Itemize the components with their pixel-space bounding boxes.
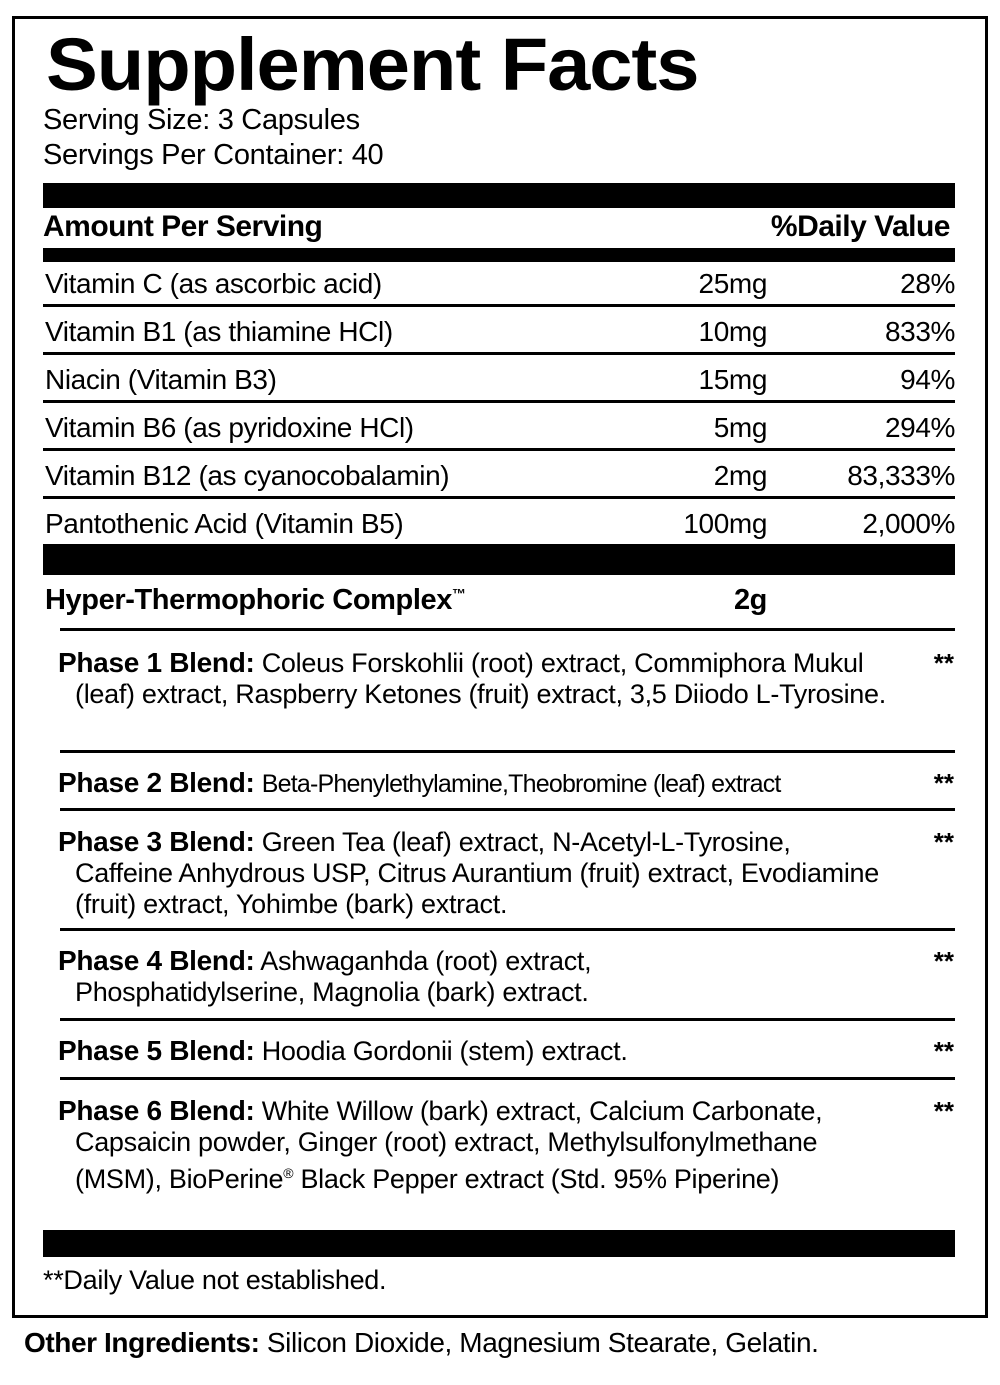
complex-name-wrap	[45, 584, 466, 617]
phase-text: Black Pepper extract (Std. 95% Piperine)	[293, 1164, 780, 1194]
nutrient-amount: 25mg	[698, 268, 767, 299]
nutrient-name: Vitamin B6 (as pyridoxine HCl)	[45, 412, 414, 443]
nutrient-dv: 28%	[900, 268, 955, 299]
nutrient-name: Pantothenic Acid (Vitamin B5)	[45, 508, 404, 539]
registered-mark: ®	[283, 1165, 294, 1181]
daily-value-header: %Daily Value	[770, 210, 950, 243]
phase-2-blend	[58, 767, 918, 800]
divider-bar	[43, 183, 955, 208]
complex-name: Hyper-Thermophoric Complex	[45, 584, 452, 616]
amount-per-serving-header: Amount Per Serving	[43, 210, 323, 243]
row-divider	[60, 750, 955, 753]
nutrient-row	[45, 358, 955, 406]
phase-text: Beta-Phenylethylamine,Theobromine (leaf) extract	[261, 770, 781, 798]
row-divider	[43, 352, 955, 355]
row-divider	[60, 808, 955, 811]
panel-title: Supplement Facts	[46, 23, 699, 106]
nutrient-dv: 833%	[884, 316, 955, 347]
row-divider	[43, 496, 955, 499]
row-divider	[43, 448, 955, 451]
phase-1-blend	[58, 647, 893, 710]
phase-mark: **	[933, 946, 954, 976]
phase-mark: **	[933, 648, 954, 678]
phase-text: Coleus Forskohlii (root) extract, Commiphora Mukul (leaf) extract, Raspberry Ketones (fruit) extract, 3,5 Diiodo L-Tyrosine.	[75, 648, 886, 709]
row-divider	[60, 628, 955, 631]
phase-text: Green Tea (leaf) extract, N-Acetyl-L-Tyrosine, Caffeine Anhydrous USP, Citrus Aurantium (fruit) extract, Evodiamine (fruit) extract, Yohimbe (bark) extract.	[75, 827, 879, 919]
row-divider	[43, 304, 955, 307]
row-divider	[60, 1077, 955, 1080]
serving-size: Serving Size: 3 Capsules	[43, 104, 360, 136]
nutrient-name: Vitamin C (as ascorbic acid)	[45, 268, 382, 299]
row-divider	[60, 928, 955, 931]
divider-bar	[43, 544, 955, 575]
phase-3-blend	[58, 826, 893, 920]
nutrient-row	[45, 310, 955, 358]
phase-label: Phase 6 Blend:	[58, 1095, 255, 1126]
phase-label: Phase 4 Blend:	[58, 945, 255, 976]
phase-mark: **	[933, 1096, 954, 1126]
phase-label: Phase 3 Blend:	[58, 826, 255, 857]
nutrient-dv: 83,333%	[847, 460, 955, 491]
nutrient-name: Vitamin B12 (as cyanocobalamin)	[45, 460, 450, 491]
row-divider	[43, 400, 955, 403]
nutrient-dv: 94%	[900, 364, 955, 395]
phase-5-blend	[58, 1035, 893, 1067]
nutrient-dv: 294%	[884, 412, 955, 443]
divider-bar	[43, 248, 955, 262]
phase-label: Phase 1 Blend:	[58, 647, 255, 678]
nutrient-row	[45, 262, 955, 310]
phase-text: Ashwaganhda (root) extract, Phosphatidylserine, Magnolia (bark) extract.	[75, 946, 592, 1007]
phase-text: Hoodia Gordonii (stem) extract.	[261, 1036, 628, 1066]
nutrient-row	[45, 502, 955, 550]
nutrient-amount: 100mg	[683, 508, 767, 539]
nutrient-name: Vitamin B1 (as thiamine HCl)	[45, 316, 393, 347]
phase-mark: **	[933, 768, 954, 798]
phase-mark: **	[933, 827, 954, 857]
servings-per-container: Servings Per Container: 40	[43, 139, 384, 171]
other-ingredients-text: Silicon Dioxide, Magnesium Stearate, Gelatin.	[266, 1327, 819, 1358]
nutrient-amount: 10mg	[698, 316, 767, 347]
other-ingredients-label: Other Ingredients:	[24, 1327, 260, 1358]
nutrient-amount: 2mg	[713, 460, 767, 491]
phase-mark: **	[933, 1036, 954, 1066]
phase-label: Phase 5 Blend:	[58, 1035, 255, 1066]
other-ingredients	[24, 1327, 819, 1359]
nutrient-row	[45, 406, 955, 454]
footnote: **Daily Value not established.	[43, 1265, 387, 1295]
complex-amount: 2g	[733, 584, 767, 616]
trademark: ™	[451, 585, 466, 602]
complex-row	[45, 578, 955, 626]
nutrient-dv: 2,000%	[862, 508, 955, 539]
row-divider	[60, 1018, 955, 1021]
phase-6-blend	[58, 1095, 858, 1195]
nutrient-amount: 15mg	[698, 364, 767, 395]
phase-label: Phase 2 Blend:	[58, 767, 255, 798]
nutrient-amount: 5mg	[713, 412, 767, 443]
nutrient-name: Niacin (Vitamin B3)	[45, 364, 277, 395]
phase-4-blend	[58, 945, 718, 1008]
nutrient-row	[45, 454, 955, 502]
divider-bar	[43, 1230, 955, 1257]
phase-text: White Willow (bark) extract, Calcium Carbonate, Capsaicin powder, Ginger (root) extract, Methylsulfonylmethane (MSM), BioPerine	[75, 1096, 823, 1194]
